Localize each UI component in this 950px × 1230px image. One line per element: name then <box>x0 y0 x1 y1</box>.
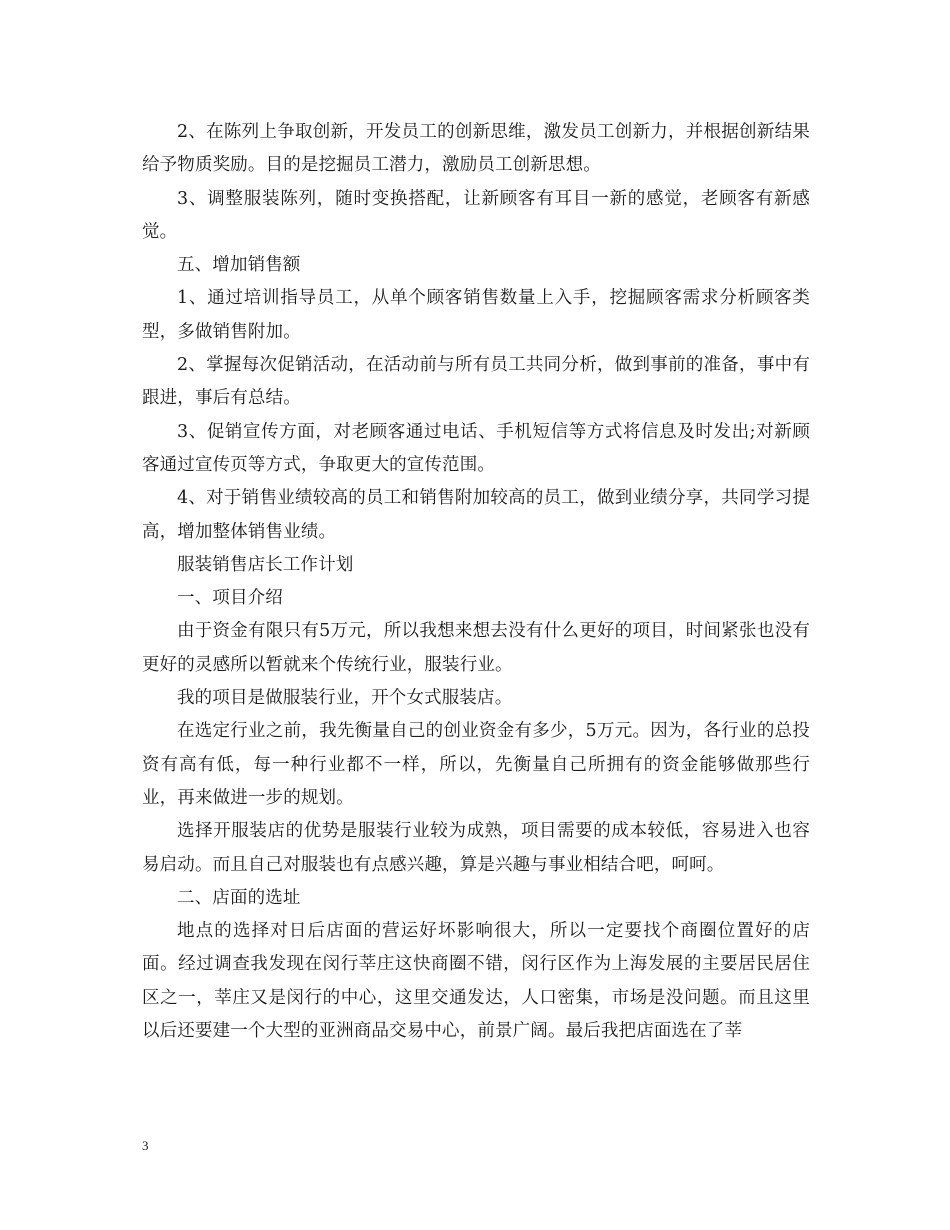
paragraph-project-description: 我的项目是做服装行业，开个女式服装店。 <box>177 688 513 709</box>
paragraph-location-choice: 地点的选择对日后店面的营运好坏影响很大，所以一定要找个商圈位置好的店面。经过调查我发现在闵行莘庄这快商圈不错，闵行区作为上海发展的主要居民居住区之一，莘庄又是闵行的中心，这里交通发达，人口密集，市场是没问题。而且这里以后还要建一个大型的亚洲商品交易中心，前景广阔。最后我把店面选在了莘 <box>142 921 810 1042</box>
heading-project-intro: 一、项目介绍 <box>177 588 283 609</box>
paragraph-advantages: 选择开服装店的优势是服装行业较为成熟，项目需要的成本较低，容易进入也容易启动。而且自己对服装也有点感兴趣，算是兴趣与事业相结合吧，呵呵。 <box>142 821 810 875</box>
paragraph-training-staff: 1、通过培训指导员工，从单个顾客销售数量上入手，挖掘顾客需求分析顾客类型，多做销售附加。 <box>142 288 810 342</box>
paragraph-promotion-activities: 2、掌握每次促销活动，在活动前与所有员工共同分析，做到事前的准备，事中有跟进，事后有总结。 <box>142 355 810 409</box>
paragraph-adjust-display: 3、调整服装陈列，随时变换搭配，让新顾客有耳目一新的感觉，老顾客有新感觉。 <box>142 188 810 242</box>
paragraph-promotion-publicity: 3、促销宣传方面，对老顾客通过电话、手机短信等方式将信息及时发出;对新顾客通过宣传页等方式，争取更大的宣传范围。 <box>142 421 810 475</box>
paragraph-display-innovation: 2、在陈列上争取创新，开发员工的创新思维，激发员工创新力，并根据创新结果给予物质奖励。目的是挖掘员工潜力，激励员工创新思想。 <box>142 122 810 176</box>
document-body <box>142 116 810 1048</box>
page-number: 3 <box>142 1138 149 1153</box>
heading-increase-sales: 五、增加销售额 <box>177 255 301 276</box>
heading-work-plan: 服装销售店长工作计划 <box>177 554 354 575</box>
paragraph-performance-sharing: 4、对于销售业绩较高的员工和销售附加较高的员工，做到业绩分享，共同学习提高，增加整体销售业绩。 <box>142 488 810 542</box>
paragraph-evaluate-capital: 在选定行业之前，我先衡量自己的创业资金有多少，5万元。因为，各行业的总投资有高有低，每一种行业都不一样，所以，先衡量自己所拥有的资金能够做那些行业，再来做进一步的规划。 <box>142 721 810 808</box>
paragraph-limited-funds: 由于资金有限只有5万元，所以我想来想去没有什么更好的项目，时间紧张也没有更好的灵感所以暂就来个传统行业，服装行业。 <box>142 621 810 675</box>
heading-store-location: 二、店面的选址 <box>177 887 301 908</box>
